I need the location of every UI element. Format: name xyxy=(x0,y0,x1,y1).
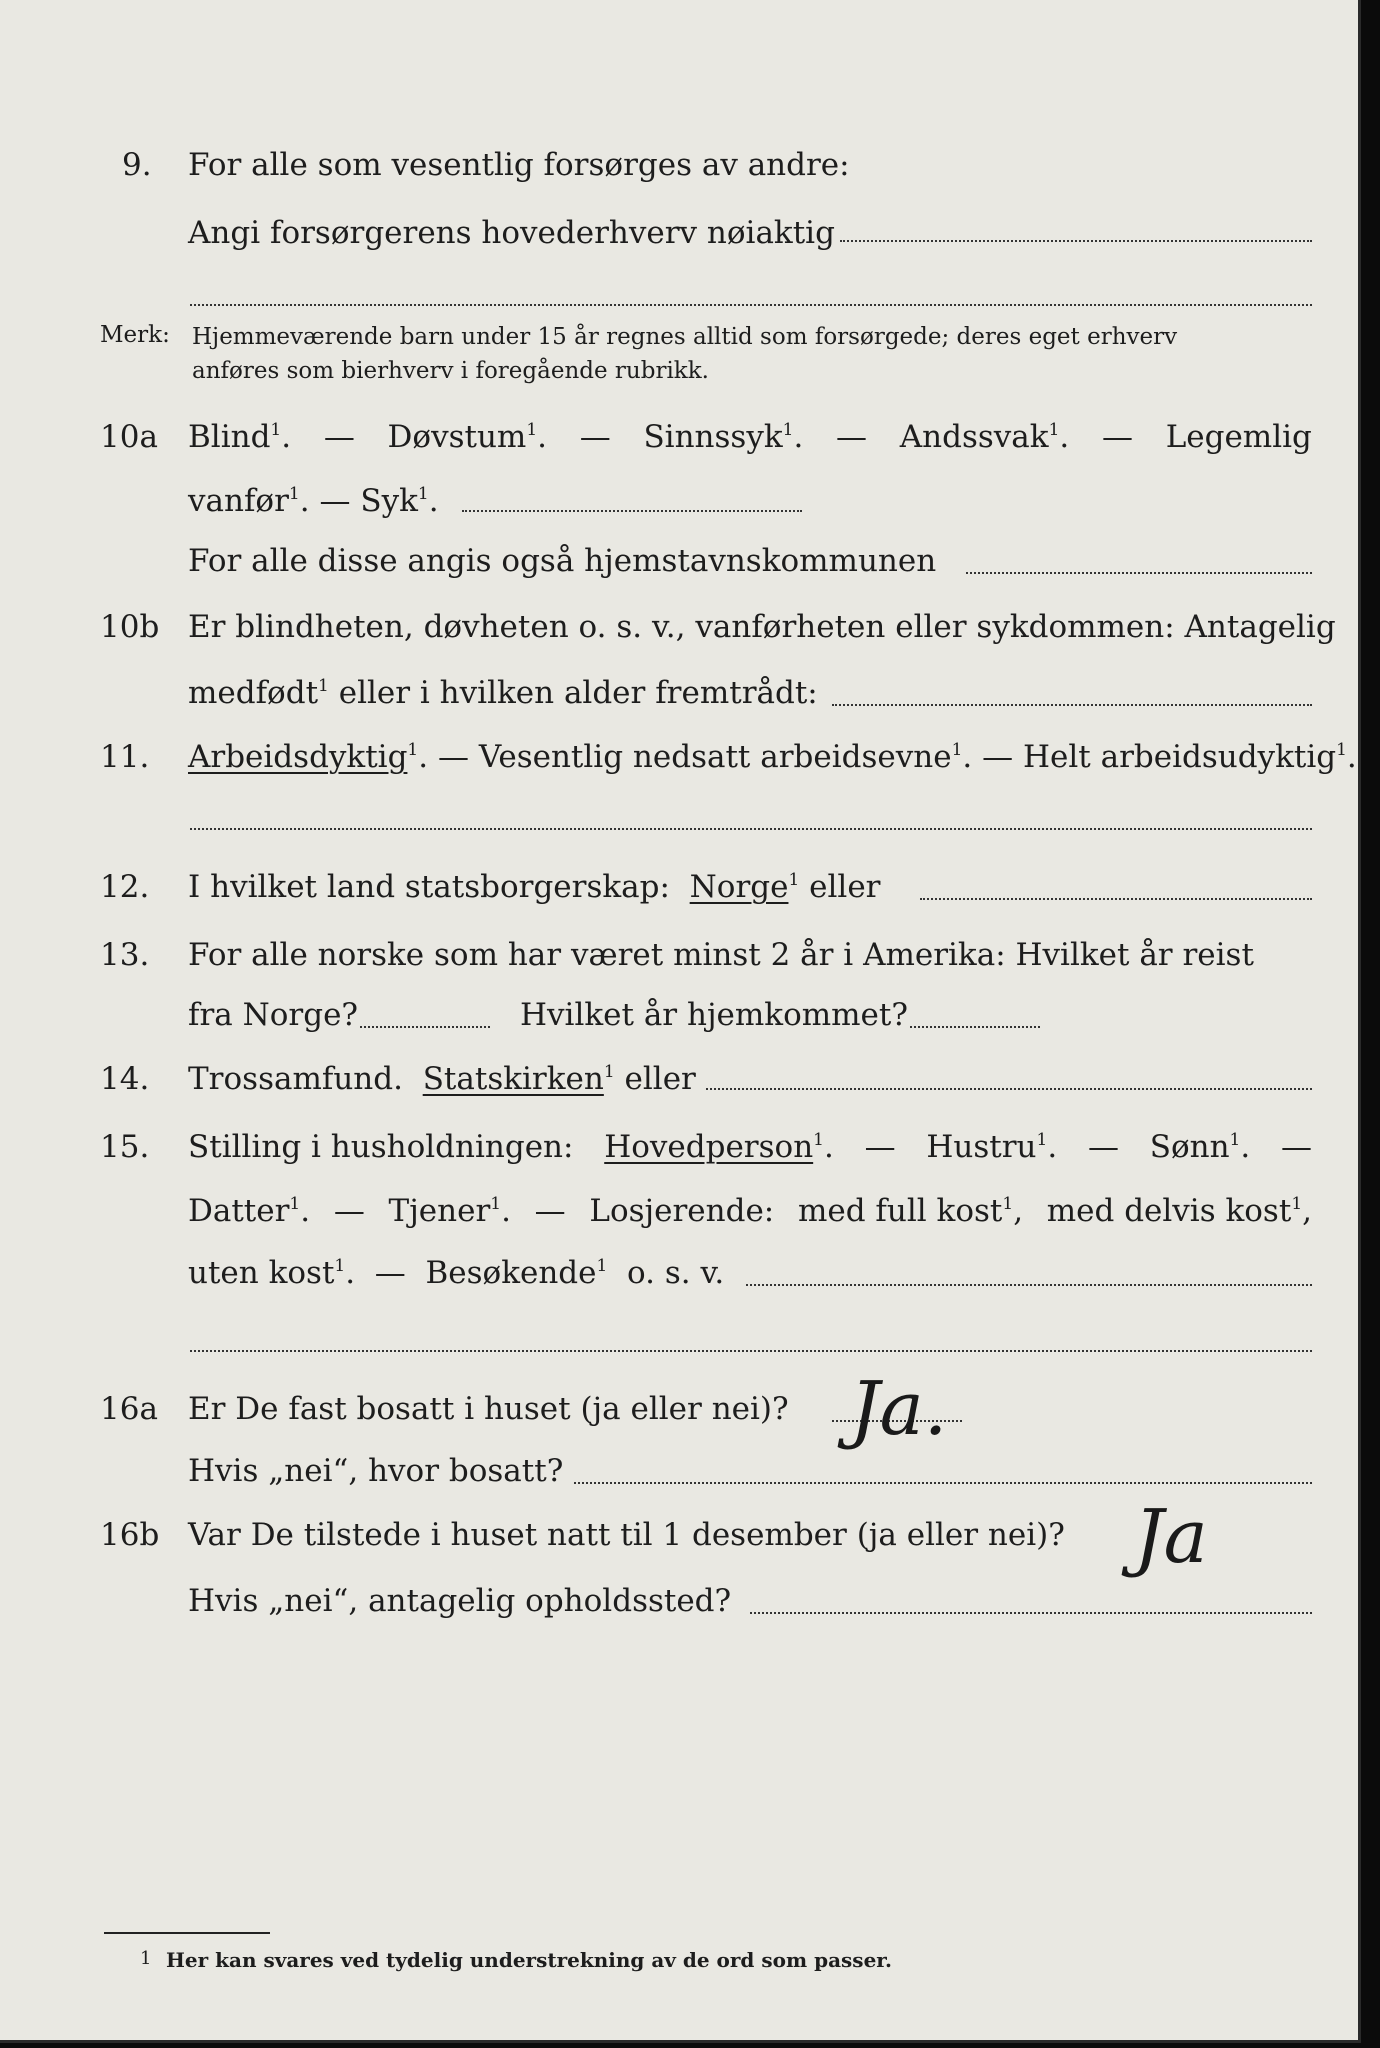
q10b-medfodt: medfødt xyxy=(188,675,319,711)
q10b-number: 10b xyxy=(100,609,160,645)
q13-number: 13. xyxy=(100,937,150,973)
q10a-line3: For alle disse angis også hjemstavnskommunen xyxy=(188,543,937,579)
q10b-line1: Er blindheten, døvheten o. s. v., vanførheten eller sykdommen: Antagelig xyxy=(188,609,1336,645)
q10a-sinnssyk: Sinnssyk xyxy=(643,419,783,455)
q12-number: 12. xyxy=(100,869,150,905)
q15-hovedperson: Hovedperson xyxy=(604,1129,814,1165)
q11-vesentlig: Vesentlig nedsatt arbeidsevne xyxy=(478,739,952,775)
q12-norge: Norge xyxy=(689,869,789,905)
q10a-legemlig: Legemlig xyxy=(1165,419,1312,455)
q9-number: 9. xyxy=(122,147,152,183)
q15-line2: Datter$^1$. — Tjener$^1$. — Losjerende: med full kost$^1$, med delvis kost$^1$, xyxy=(188,1193,1312,1229)
q16a-bosatt-field[interactable] xyxy=(574,1482,1312,1484)
q9-answer-field[interactable] xyxy=(840,240,1312,242)
q13-fra: fra Norge? xyxy=(188,997,359,1033)
q13-fra-field[interactable] xyxy=(360,1026,490,1028)
q15-line3: uten kost$^1$. — Besøkende$^1$ o. s. v. xyxy=(188,1255,725,1291)
q15-number: 15. xyxy=(100,1129,150,1165)
footnote-text: Her kan svares ved tydelig understrekning av de ord som passer. xyxy=(166,1948,892,1972)
q10b-line2: medfødt$^1$ eller i hvilken alder fremtrådt: xyxy=(188,675,818,711)
q12-answer-field[interactable] xyxy=(920,898,1312,900)
q10a-blind: Blind xyxy=(188,419,271,455)
q10a-syk: Syk xyxy=(360,483,418,519)
q16a-handwritten-answer: Ja. xyxy=(850,1366,948,1452)
q9-line1: For alle som vesentlig forsørges av andre: xyxy=(188,147,850,183)
q15-answer-field-2[interactable] xyxy=(190,1350,1312,1352)
footnote-mark: 1 xyxy=(140,1948,152,1969)
q14-statskirken: Statskirken xyxy=(422,1061,604,1097)
q10a-andssvak: Andssvak xyxy=(899,419,1049,455)
q11-arbeidsdyktig: Arbeidsdyktig xyxy=(188,739,408,775)
q10a-number: 10a xyxy=(100,419,158,455)
q16a-number: 16a xyxy=(100,1391,158,1427)
q15-line1: Stilling i husholdningen: Hovedperson$^1$. — Hustru$^1$. — Sønn$^1$. — xyxy=(188,1129,1312,1165)
q14-number: 14. xyxy=(100,1061,150,1097)
q9-line2: Angi forsørgerens hovederhverv nøiaktig xyxy=(188,215,835,251)
q15-answer-field[interactable] xyxy=(746,1284,1312,1286)
q14-answer-field[interactable] xyxy=(706,1088,1312,1090)
q11-number: 11. xyxy=(100,739,150,775)
q16b-line2: Hvis „nei“, antagelig opholdssted? xyxy=(188,1583,732,1619)
q16b-opholdssted-field[interactable] xyxy=(750,1612,1312,1614)
q11-helt: Helt arbeidsudyktig xyxy=(1022,739,1337,775)
q16b-handwritten-answer: Ja xyxy=(1134,1494,1208,1580)
q13-line1: For alle norske som har været minst 2 år i Amerika: Hvilket år reist xyxy=(188,937,1254,973)
q10a-dovstum: Døvstum xyxy=(387,419,527,455)
q10a-answer-field[interactable] xyxy=(462,510,802,512)
q10a-vanfor: vanfør xyxy=(188,483,289,519)
q10a-line2: vanfør$^1$. — Syk$^1$. xyxy=(188,483,439,519)
merk-label: Merk: xyxy=(100,322,170,348)
q12-line1: I hvilket land statsborgerskap: Norge$^1$ eller xyxy=(188,869,881,905)
q16b-line1: Var De tilstede i huset natt til 1 desember (ja eller nei)? xyxy=(188,1517,1065,1553)
q16a-line1: Er De fast bosatt i huset (ja eller nei)? xyxy=(188,1391,789,1427)
q16b-number: 16b xyxy=(100,1517,160,1553)
q16a-line2: Hvis „nei“, hvor bosatt? xyxy=(188,1453,564,1489)
merk-line1: Hjemmeværende barn under 15 år regnes alltid som forsørgede; deres eget erhverv xyxy=(192,324,1178,350)
q10a-hjemstavn-field[interactable] xyxy=(966,572,1312,574)
q13-hjem-field[interactable] xyxy=(910,1026,1040,1028)
merk-line2: anføres som bierhverv i foregående rubrikk. xyxy=(192,358,709,384)
q10b-answer-field[interactable] xyxy=(832,704,1312,706)
q14-line1: Trossamfund. Statskirken$^1$ eller xyxy=(188,1061,696,1097)
q11-answer-field[interactable] xyxy=(190,828,1312,830)
q13-hjem: Hvilket år hjemkommet? xyxy=(520,997,908,1033)
q10a-line1: Blind$^1$. — Døvstum$^1$. — Sinnssyk$^1$. — Andssvak$^1$. — Legemlig xyxy=(188,419,1312,455)
footnote-rule xyxy=(104,1932,270,1934)
q9-answer-field-2[interactable] xyxy=(190,304,1312,306)
q11-line1: Arbeidsdyktig$^1$. — Vesentlig nedsatt arbeidsevne$^1$. — Helt arbeidsudyktig$^1$. xyxy=(188,739,1357,775)
